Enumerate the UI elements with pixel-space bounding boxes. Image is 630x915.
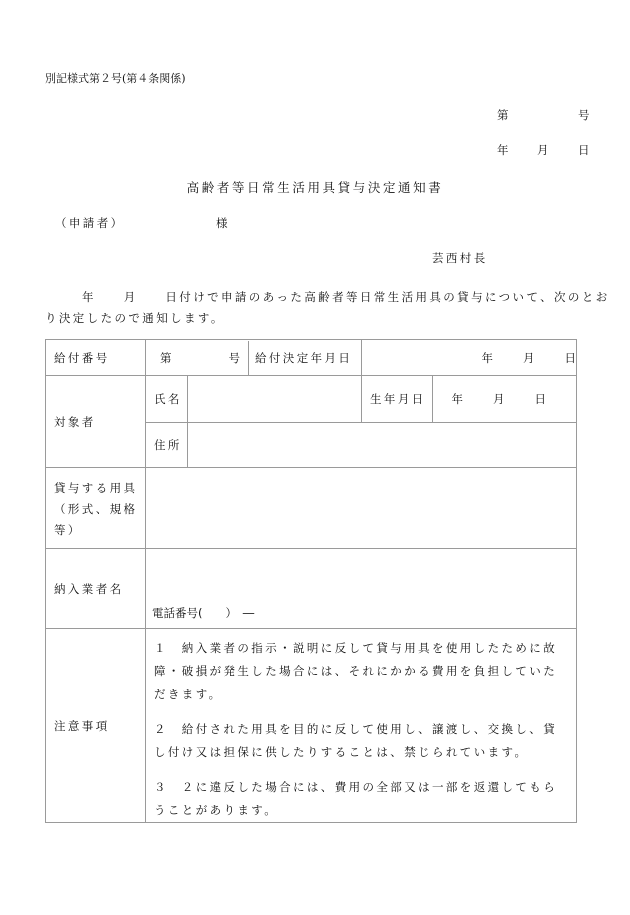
- equipment-label-line1: 貸与する用具: [54, 481, 138, 495]
- issue-date-month: 月: [537, 143, 549, 157]
- issue-date-day: 日: [578, 143, 590, 157]
- vendor-label: 納入業者名: [46, 549, 146, 629]
- document-number-suffix: 号: [578, 108, 590, 122]
- note-1: １ 納入業者の指示・説明に反して貸与用具を使用したために故障・破損が発生した場合には、それにかかる費用を負担していただきます。: [154, 641, 558, 701]
- birth-date-value: [433, 376, 577, 423]
- birth-date-year: 年: [451, 392, 464, 406]
- table-row: [46, 376, 577, 423]
- note-2: ２ 給付された用具を目的に反して使用し、譲渡し、交換し、貸し付け又は担保に供したりすることは、禁じられています。: [154, 722, 558, 759]
- document-number-prefix: 第: [497, 108, 509, 122]
- vendor-phone: 電話番号( ） ―: [152, 606, 255, 620]
- birth-date-day: 日: [534, 392, 547, 406]
- form-number-label: 別記様式第２号(第４条関係): [45, 72, 186, 85]
- decision-date-month: 月: [523, 350, 535, 365]
- table-row: [46, 468, 577, 549]
- equipment-value: [146, 468, 577, 549]
- recipient-name-value: [188, 376, 362, 423]
- table-row: [46, 549, 577, 629]
- note-3: ３ ２に違反した場合には、費用の全部又は一部を返還してもらうことがあります。: [154, 780, 558, 817]
- document-title: 高齢者等日常生活用具貸与決定通知書: [186, 180, 444, 195]
- notes-content: [146, 629, 577, 823]
- applicant-label: （申請者）: [55, 216, 125, 230]
- body-text-line1: 年 月 日付けで申請のあった高齢者等日常生活用具の貸与について、次のとお: [82, 290, 610, 304]
- equipment-label-line2: （形式、規格: [54, 502, 138, 516]
- supply-number-field: [146, 340, 362, 376]
- decision-date-day: 日: [564, 350, 577, 365]
- supply-number-prefix: 第: [160, 350, 172, 365]
- supply-number-label: 給付番号: [46, 340, 146, 376]
- recipient-address-value: [188, 423, 577, 468]
- recipient-address-label: 住所: [146, 423, 188, 468]
- decision-date-value: [362, 340, 577, 376]
- applicant-honorific: 様: [216, 216, 228, 230]
- recipient-name-label: 氏名: [146, 376, 188, 423]
- decision-date-year: 年: [481, 350, 494, 365]
- equipment-label-line3: 等）: [54, 523, 82, 537]
- birth-date-month: 月: [493, 392, 505, 406]
- table-row: [46, 629, 577, 823]
- vendor-value: [146, 549, 577, 629]
- birth-date-label: 生年月日: [362, 376, 433, 423]
- recipient-label: 対象者: [46, 376, 146, 468]
- notes-label: 注意事項: [46, 629, 146, 823]
- supply-number-suffix: 号: [228, 350, 240, 365]
- decision-details-table: [45, 339, 577, 823]
- issue-date-year: 年: [497, 143, 509, 157]
- decision-date-label: 給付決定年月日: [255, 350, 353, 365]
- table-row: [46, 340, 577, 376]
- equipment-label: [46, 468, 146, 549]
- body-text-line2: り決定したので通知します。: [45, 311, 225, 325]
- issuer-name: 芸西村長: [432, 251, 488, 265]
